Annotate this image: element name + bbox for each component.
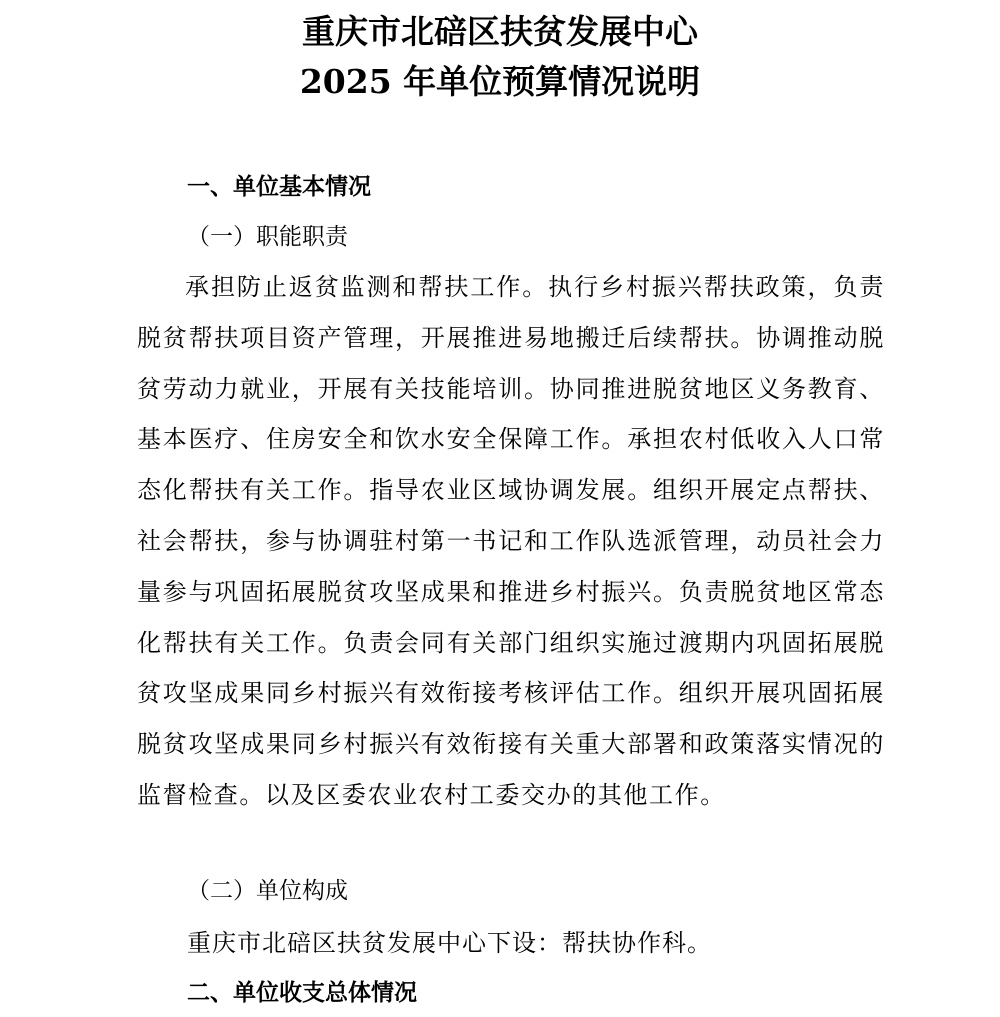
composition-paragraph: 重庆市北碚区扶贫发展中心下设：帮扶协作科。: [187, 929, 712, 957]
section-heading-revenue-expenditure: 二、单位收支总体情况: [187, 980, 417, 1006]
document-title-line-2: 2025 年单位预算情况说明: [299, 62, 701, 101]
section-heading-basic-info: 一、单位基本情况: [187, 174, 371, 200]
subsection-heading-functions: （一）职能职责: [187, 224, 348, 250]
subsection-heading-composition: （二）单位构成: [187, 878, 348, 904]
document-title-line-1: 重庆市北碚区扶贫发展中心: [302, 12, 698, 51]
functions-paragraph: 承担防止返贫监测和帮扶工作。执行乡村振兴帮扶政策，负责脱贫帮扶项目资产管理，开展推进易地搬迁后续帮扶。协调推动脱贫劳动力就业，开展有关技能培训。协同推进脱贫地区义务教育、基本医疗、住房安全和饮水安全保障工作。承担农村低收入人口常态化帮扶有关工作。指导农业区域协调发展。组织开展定点帮扶、社会帮扶，参与协调驻村第一书记和工作队选派管理，动员社会力量参与巩固拓展脱贫攻坚成果和推进乡村振兴。负责脱贫地区常态化帮扶有关工作。负责会同有关部门组织实施过渡期内巩固拓展脱贫攻坚成果同乡村振兴有效衔接考核评估工作。组织开展巩固拓展脱贫攻坚成果同乡村振兴有效衔接有关重大部署和政策落实情况的监督检查。以及区委农业农村工委交办的其他工作。: [137, 273, 885, 809]
